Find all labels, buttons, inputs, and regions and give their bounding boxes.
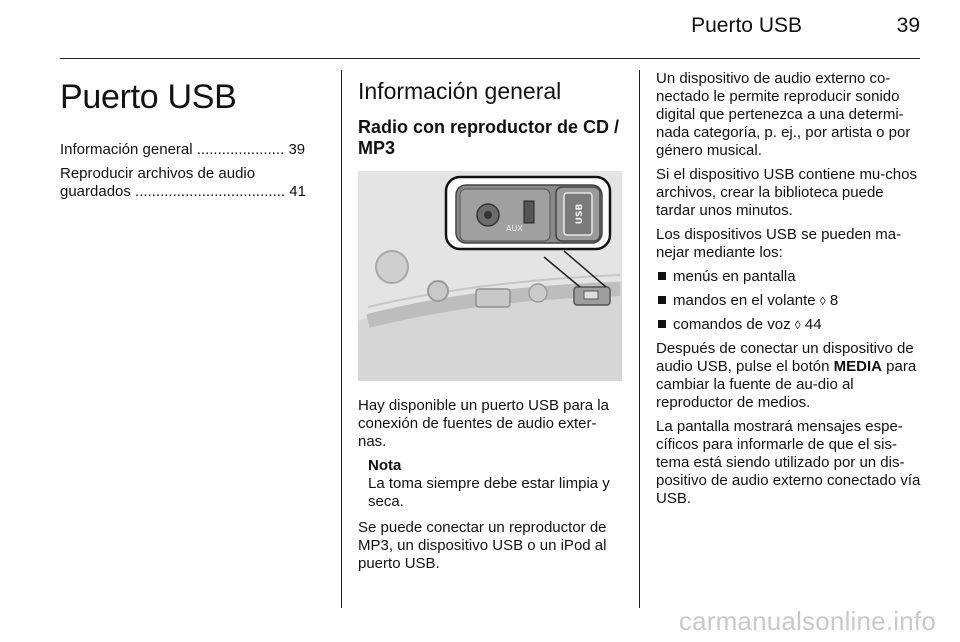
shift-knob xyxy=(376,251,408,283)
chapter-title: Puerto USB xyxy=(60,78,237,116)
paragraph: Un dispositivo de audio externo co-nectado le permite reproducir sonido digital que pertenezca a una determi-nada categoría, p. ej., por artista o por género musical. xyxy=(656,70,911,159)
column-divider xyxy=(639,70,640,608)
column-general-info xyxy=(358,70,622,579)
paragraph: La pantalla mostrará mensajes espe-cíficos para informarle de que el sis-tema está siendo utilizado por un dis-positivo de audio externo conectado vía USB. xyxy=(656,418,921,507)
subsection-title xyxy=(358,117,622,159)
aux-panel xyxy=(460,189,550,241)
paragraph xyxy=(656,340,922,412)
note-label: Nota xyxy=(368,457,402,474)
console-button xyxy=(476,289,510,307)
paragraph-text: Después de conectar un dispositivo de audio USB, pulse el botón xyxy=(656,340,914,375)
page-reference-icon: ◊ xyxy=(819,294,826,308)
toc-entry-page: 39 xyxy=(288,141,306,158)
subsection-title-line: Radio con reproductor de CD / xyxy=(358,117,620,137)
column-details xyxy=(656,70,922,514)
square-bullet-icon xyxy=(658,320,666,328)
note-box xyxy=(368,457,622,511)
square-bullet-icon xyxy=(658,272,666,280)
watermark: carmanualsonline.info xyxy=(678,606,936,636)
subsection-title-line: MP3 xyxy=(358,138,396,158)
usb-slot-small xyxy=(584,291,598,299)
note-text: La toma siempre debe estar limpia y seca. xyxy=(368,475,610,510)
page-reference-icon: ◊ xyxy=(794,318,801,332)
usb-port-drawing xyxy=(358,171,622,381)
paragraph: Los dispositivos USB se pueden ma-nejar mediante los: xyxy=(656,226,902,261)
aux-label: AUX xyxy=(506,224,523,233)
toc-entry-label: guardados .................................... xyxy=(60,183,286,200)
control-methods-list xyxy=(656,268,922,334)
usb-label: USB xyxy=(575,203,585,225)
toc-entry[interactable] xyxy=(60,141,325,159)
list-item xyxy=(656,268,922,286)
toc-entry-label: Información general ..................... xyxy=(60,141,285,158)
list-item-text: menús en pantalla xyxy=(673,268,796,285)
section-title: Información general xyxy=(358,78,562,104)
toc-entry-label: Reproducir archivos de audio xyxy=(60,165,256,182)
aux-jack-hole xyxy=(484,211,492,219)
column-toc xyxy=(60,70,325,207)
console-knob xyxy=(428,281,448,301)
toc-entry-page: 41 xyxy=(289,183,306,200)
console-knob xyxy=(529,284,547,302)
list-item xyxy=(656,292,922,310)
page-number: 39 xyxy=(896,14,920,37)
list-item xyxy=(656,316,922,334)
aux-slot xyxy=(524,201,534,223)
usb-port-illustration xyxy=(358,171,622,381)
header-title: Puerto USB xyxy=(691,14,802,37)
square-bullet-icon xyxy=(658,296,666,304)
list-item-text: comandos de voz xyxy=(673,316,791,333)
paragraph: Si el dispositivo USB contiene mu-chos archivos, crear la biblioteca puede tardar unos minutos. xyxy=(656,166,917,219)
page-reference[interactable]: 44 xyxy=(804,316,822,333)
paragraph: Se puede conectar un reproductor de MP3, un dispositivo USB o un iPod al puerto USB. xyxy=(358,519,607,572)
column-divider xyxy=(341,70,342,608)
toc-entry[interactable] xyxy=(60,165,325,201)
header-rule xyxy=(60,58,920,59)
paragraph-text: para cambiar la fuente de au-dio al reproductor de medios. xyxy=(656,358,917,411)
media-button-name: MEDIA xyxy=(833,358,882,375)
list-item-text: mandos en el volante xyxy=(673,292,816,309)
page-reference[interactable]: 8 xyxy=(829,292,839,309)
paragraph: Hay disponible un puerto USB para la conexión de fuentes de audio exter-nas. xyxy=(358,397,609,450)
